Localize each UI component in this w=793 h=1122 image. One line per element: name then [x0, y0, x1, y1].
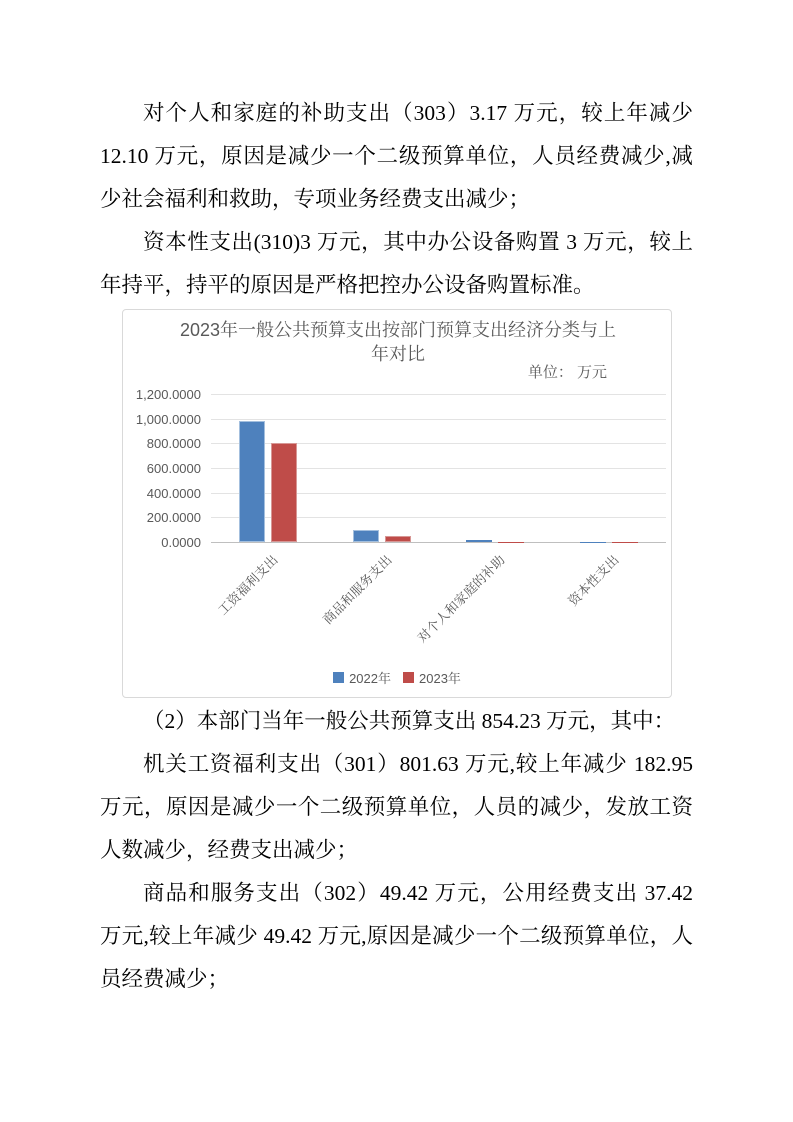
bar-chart: [122, 309, 672, 698]
gridline: [211, 394, 666, 395]
x-axis-category-label: 工资福利支出: [214, 552, 281, 618]
gridline: [211, 419, 666, 420]
bar-2023年-商品和服务支出: [385, 536, 411, 542]
legend-swatch-2022-icon: [333, 672, 344, 683]
legend-item-2023: [403, 668, 461, 687]
y-axis-tick-label: 400.0000: [146, 485, 201, 501]
chart-unit-label: 单位： 万元: [527, 364, 607, 381]
x-axis-line: [211, 542, 666, 543]
y-axis-tick-label: 600.0000: [146, 461, 201, 476]
x-axis-category-label: 商品和服务支出: [319, 552, 395, 628]
x-axis-category-label: 对个人和家庭的补助: [414, 552, 509, 646]
paragraph-goods-services-302: 商品和服务支出（302）49.42 万元，公用经费支出 37.42 万元,较上年减少 49.42 万元,原因是减少一个二级预算单位，人员经费减少；: [100, 881, 693, 991]
bar-2022年-商品和服务支出: [353, 530, 379, 542]
legend-item-2022: [333, 668, 391, 687]
bar-2022年-对个人和家庭的补助: [466, 540, 492, 542]
y-axis-tick-label: 1,000.0000: [135, 411, 201, 427]
paragraph-total-expenditure: （2）本部门当年一般公共预算支出 854.23 万元，其中：: [143, 709, 676, 733]
bar-2022年-工资福利支出: [239, 421, 265, 542]
x-axis-category-label: 资本性支出: [565, 552, 622, 609]
y-axis-tick-label: 0.0000: [161, 535, 201, 550]
y-axis-tick-label: 800.0000: [146, 436, 201, 452]
legend-label-2023: 2023年: [419, 671, 461, 686]
chart-legend: [123, 668, 671, 687]
paragraph-subsidy-303: 对个人和家庭的补助支出（303）3.17 万元，较上年减少 12.10 万元，原因是减少一个二级预算单位，人员经费减少,减少社会福利和救助，专项业务经费支出减少；: [100, 101, 693, 211]
paragraph-capital-310: 资本性支出(310)3 万元，其中办公设备购置 3 万元，较上年持平，持平的原因是严格把控办公设备购置标准。: [100, 230, 693, 297]
plot-area: [135, 387, 666, 646]
y-axis-tick-label: 200.0000: [146, 510, 201, 526]
bar-2023年-工资福利支出: [271, 443, 297, 542]
paragraph-wage-welfare-301: 机关工资福利支出（301）801.63 万元,较上年减少 182.95 万元，原因是减少一个二级预算单位，人员的减少，发放工资人数减少，经费支出减少；: [100, 752, 693, 862]
y-axis-tick-label: 1,200.0000: [135, 387, 201, 402]
legend-swatch-2023-icon: [403, 672, 414, 683]
legend-label-2022: 2022年: [349, 671, 391, 686]
chart-title: 2023年一般公共预算支出按部门预算支出经济分类与上年对比: [179, 320, 617, 364]
